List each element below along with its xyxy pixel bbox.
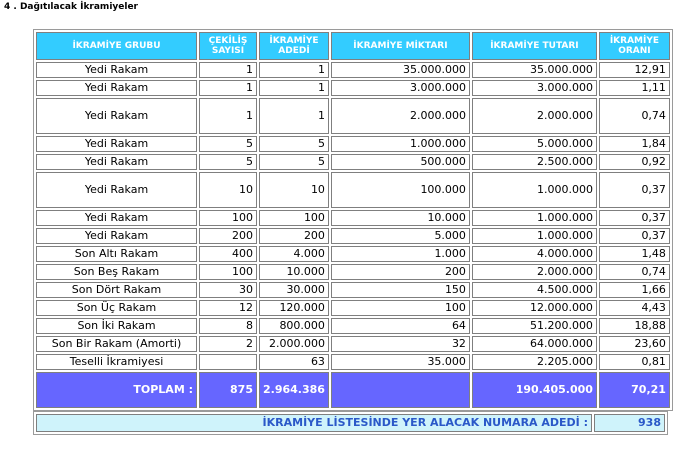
totals-row <box>36 372 670 408</box>
cell-draws: 200 <box>199 228 257 244</box>
header-total: İKRAMİYE TUTARI <box>472 32 597 60</box>
cell-draws: 2 <box>199 336 257 352</box>
cell-count: 1 <box>259 80 329 96</box>
cell-amount: 3.000.000 <box>331 80 470 96</box>
cell-draws: 1 <box>199 80 257 96</box>
cell-group: Son Dört Rakam <box>36 282 197 298</box>
cell-count: 100 <box>259 210 329 226</box>
cell-total: 2.000.000 <box>472 98 597 134</box>
cell-draws: 12 <box>199 300 257 316</box>
table-row <box>36 62 670 78</box>
header-count-line1: İKRAMİYE <box>269 36 319 46</box>
cell-count: 4.000 <box>259 246 329 262</box>
table-row <box>36 336 670 352</box>
cell-amount: 32 <box>331 336 470 352</box>
cell-total: 2.000.000 <box>472 264 597 280</box>
header-group: İKRAMİYE GRUBU <box>36 32 197 60</box>
prize-table-container <box>33 29 673 411</box>
prize-table <box>33 29 673 411</box>
cell-ratio: 0,37 <box>599 228 670 244</box>
header-ratio-line1: İKRAMİYE <box>609 36 660 46</box>
cell-count: 10 <box>259 172 329 208</box>
section-title: 4 . Dağıtılacak İkramiyeler <box>4 2 138 12</box>
cell-amount: 1.000 <box>331 246 470 262</box>
cell-ratio: 0,74 <box>599 98 670 134</box>
cell-amount: 35.000 <box>331 354 470 370</box>
cell-draws: 10 <box>199 172 257 208</box>
cell-ratio: 23,60 <box>599 336 670 352</box>
cell-count: 10.000 <box>259 264 329 280</box>
cell-ratio: 1,84 <box>599 136 670 152</box>
cell-amount: 500.000 <box>331 154 470 170</box>
cell-group: Son Beş Rakam <box>36 264 197 280</box>
cell-total: 12.000.000 <box>472 300 597 316</box>
cell-count: 120.000 <box>259 300 329 316</box>
cell-total: 5.000.000 <box>472 136 597 152</box>
cell-count: 63 <box>259 354 329 370</box>
cell-total: 51.200.000 <box>472 318 597 334</box>
cell-count: 2.000.000 <box>259 336 329 352</box>
cell-draws: 1 <box>199 98 257 134</box>
table-row <box>36 282 670 298</box>
header-draws-line2: SAYISI <box>211 46 245 56</box>
totals-amount <box>331 372 470 408</box>
totals-count: 2.964.386 <box>259 372 329 408</box>
cell-count: 1 <box>259 98 329 134</box>
cell-ratio: 1,48 <box>599 246 670 262</box>
table-row <box>36 154 670 170</box>
cell-draws <box>199 354 257 370</box>
table-row <box>36 136 670 152</box>
cell-group: Yedi Rakam <box>36 228 197 244</box>
table-row <box>36 354 670 370</box>
cell-group: Yedi Rakam <box>36 80 197 96</box>
cell-count: 30.000 <box>259 282 329 298</box>
header-count-line2: ADEDİ <box>278 46 310 56</box>
header-count <box>259 32 329 60</box>
cell-group: Yedi Rakam <box>36 62 197 78</box>
header-ratio-line2: ORANI <box>618 46 651 56</box>
cell-draws: 100 <box>199 264 257 280</box>
cell-group: Teselli İkramiyesi <box>36 354 197 370</box>
table-row <box>36 246 670 262</box>
cell-total: 35.000.000 <box>472 62 597 78</box>
table-row <box>36 228 670 244</box>
cell-total: 64.000.000 <box>472 336 597 352</box>
cell-count: 200 <box>259 228 329 244</box>
cell-amount: 100 <box>331 300 470 316</box>
cell-group: Son İki Rakam <box>36 318 197 334</box>
cell-amount: 64 <box>331 318 470 334</box>
cell-total: 1.000.000 <box>472 210 597 226</box>
cell-total: 2.205.000 <box>472 354 597 370</box>
cell-group: Yedi Rakam <box>36 98 197 134</box>
cell-amount: 1.000.000 <box>331 136 470 152</box>
cell-amount: 150 <box>331 282 470 298</box>
cell-ratio: 4,43 <box>599 300 670 316</box>
cell-amount: 200 <box>331 264 470 280</box>
cell-group: Yedi Rakam <box>36 210 197 226</box>
number-count-row <box>36 414 665 432</box>
cell-total: 1.000.000 <box>472 172 597 208</box>
cell-ratio: 18,88 <box>599 318 670 334</box>
cell-total: 2.500.000 <box>472 154 597 170</box>
cell-total: 3.000.000 <box>472 80 597 96</box>
cell-draws: 100 <box>199 210 257 226</box>
table-row <box>36 264 670 280</box>
number-count-value: 938 <box>594 414 665 432</box>
cell-ratio: 1,11 <box>599 80 670 96</box>
cell-total: 1.000.000 <box>472 228 597 244</box>
cell-amount: 35.000.000 <box>331 62 470 78</box>
cell-count: 5 <box>259 154 329 170</box>
totals-total: 190.405.000 <box>472 372 597 408</box>
cell-ratio: 0,74 <box>599 264 670 280</box>
cell-ratio: 0,37 <box>599 172 670 208</box>
table-row <box>36 300 670 316</box>
cell-draws: 1 <box>199 62 257 78</box>
table-row <box>36 98 670 134</box>
cell-group: Yedi Rakam <box>36 172 197 208</box>
cell-draws: 8 <box>199 318 257 334</box>
header-draws <box>199 32 257 60</box>
cell-draws: 400 <box>199 246 257 262</box>
cell-ratio: 0,37 <box>599 210 670 226</box>
cell-total: 4.000.000 <box>472 246 597 262</box>
table-row <box>36 318 670 334</box>
table-row <box>36 172 670 208</box>
cell-count: 1 <box>259 62 329 78</box>
header-draws-line1: ÇEKİLİŞ <box>208 36 248 46</box>
header-ratio <box>599 32 670 60</box>
totals-ratio: 70,21 <box>599 372 670 408</box>
totals-draws: 875 <box>199 372 257 408</box>
table-body <box>36 62 670 370</box>
cell-count: 5 <box>259 136 329 152</box>
number-count-label: İKRAMİYE LİSTESİNDE YER ALACAK NUMARA ADEDİ : <box>36 414 592 432</box>
cell-ratio: 12,91 <box>599 62 670 78</box>
table-row <box>36 80 670 96</box>
cell-draws: 5 <box>199 154 257 170</box>
cell-group: Yedi Rakam <box>36 154 197 170</box>
cell-group: Yedi Rakam <box>36 136 197 152</box>
table-header-row <box>36 32 670 60</box>
cell-count: 800.000 <box>259 318 329 334</box>
cell-ratio: 1,66 <box>599 282 670 298</box>
cell-group: Son Üç Rakam <box>36 300 197 316</box>
cell-ratio: 0,81 <box>599 354 670 370</box>
table-row <box>36 210 670 226</box>
cell-total: 4.500.000 <box>472 282 597 298</box>
number-count-table <box>33 411 668 435</box>
cell-group: Son Altı Rakam <box>36 246 197 262</box>
cell-amount: 100.000 <box>331 172 470 208</box>
cell-amount: 2.000.000 <box>331 98 470 134</box>
cell-group: Son Bir Rakam (Amorti) <box>36 336 197 352</box>
header-amount: İKRAMİYE MİKTARI <box>331 32 470 60</box>
cell-draws: 30 <box>199 282 257 298</box>
cell-amount: 10.000 <box>331 210 470 226</box>
cell-draws: 5 <box>199 136 257 152</box>
cell-ratio: 0,92 <box>599 154 670 170</box>
totals-label: TOPLAM : <box>36 372 197 408</box>
cell-amount: 5.000 <box>331 228 470 244</box>
